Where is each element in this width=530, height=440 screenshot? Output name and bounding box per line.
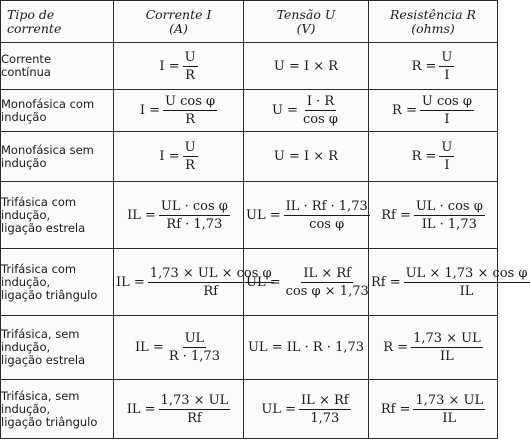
formula (392, 94, 474, 127)
fraction-numerator: U (441, 140, 453, 155)
formula-lhs: I = (159, 149, 180, 164)
fraction (301, 94, 340, 127)
table-row (1, 132, 498, 182)
fraction-numerator: UL · cos φ (160, 198, 228, 214)
formula-lhs: UL = (261, 401, 297, 417)
resistance-formula-cell (369, 249, 528, 316)
fraction (404, 266, 530, 299)
fraction-numerator: 1,73 × UL × cos φ (149, 265, 272, 281)
formula-lhs: R = (411, 58, 437, 74)
formula-text: UL = IL · R · 1,73 (247, 340, 365, 355)
fraction (411, 331, 483, 364)
fraction-numerator: U (184, 140, 196, 155)
fraction (439, 50, 454, 83)
formula (140, 94, 217, 127)
table-row (1, 249, 498, 316)
fraction-numerator: 1,73 × UL (160, 392, 229, 408)
formula-lhs: Rf = (380, 401, 411, 417)
formula (261, 393, 350, 426)
resistance-formula-cell (369, 380, 498, 439)
fraction (299, 393, 351, 426)
formula-lhs: IL = (135, 340, 164, 355)
fraction-numerator: U (441, 49, 453, 65)
fraction (159, 199, 230, 232)
current-type-cell: Trifásica, sem indução, ligação estrela (1, 316, 114, 380)
formula (246, 266, 371, 299)
fraction-denominator: I (444, 112, 450, 127)
fraction-denominator: R (185, 158, 195, 173)
fraction-numerator: U cos φ (421, 94, 472, 109)
header-voltage: Tensão U (V) (244, 1, 369, 43)
formula-lhs: UL = (246, 207, 281, 223)
table-row (1, 43, 498, 90)
formula (159, 140, 197, 173)
fraction-numerator: UL · cos φ (415, 198, 483, 214)
fraction-denominator: cos φ × 1,73 (285, 283, 369, 299)
formula-lhs: Rf = (381, 207, 411, 223)
voltage-formula-cell (244, 316, 369, 380)
current-formula-cell (114, 43, 244, 90)
fraction-numerator: I · R (306, 94, 335, 109)
formula (135, 331, 222, 364)
fraction-numerator: 1,73 × UL (415, 392, 484, 408)
table-row (1, 316, 498, 380)
current-type-cell: Monofásica com indução (1, 90, 114, 132)
voltage-formula-cell (244, 90, 369, 132)
formula-lhs: IL = (126, 401, 156, 417)
fraction-numerator: U cos φ (165, 94, 216, 109)
formula (371, 266, 530, 299)
fraction-denominator: Rf (203, 283, 219, 299)
voltage-formula-cell (244, 182, 369, 249)
fraction-numerator: U (184, 49, 196, 65)
fraction (284, 266, 371, 299)
fraction (439, 140, 454, 173)
resistance-formula-cell (369, 132, 498, 182)
fraction-denominator: Rf · 1,73 (166, 216, 223, 232)
table-body (1, 43, 528, 439)
formula (412, 50, 455, 83)
fraction-numerator: UL × 1,73 × cos φ (405, 265, 528, 281)
formula (159, 50, 197, 83)
fraction (167, 331, 222, 364)
fraction (159, 393, 231, 426)
fraction-denominator: R (185, 67, 195, 83)
fraction-denominator: I (444, 158, 450, 173)
fraction-numerator: UL (184, 331, 205, 346)
header-type: Tipo de corrente (1, 1, 114, 43)
fraction (414, 199, 485, 232)
fraction-denominator: R · 1,73 (168, 349, 220, 364)
fraction-denominator: cos φ (309, 216, 345, 232)
fraction-numerator: 1,73 × UL (413, 331, 481, 346)
current-formula-cell (114, 316, 244, 380)
formula (381, 393, 485, 426)
fraction-denominator: IL (440, 349, 454, 364)
fraction-numerator: IL · Rf · 1,73 (285, 198, 368, 214)
fraction-numerator: IL × Rf (303, 265, 351, 281)
fraction-denominator: I (444, 67, 450, 83)
formula (381, 199, 485, 232)
fraction-denominator: IL (442, 410, 457, 426)
formula-text: U = I × R (273, 58, 339, 74)
fraction-denominator: IL (459, 283, 474, 299)
resistance-formula-cell (369, 182, 498, 249)
voltage-formula-cell (244, 249, 369, 316)
current-formula-cell (114, 249, 272, 316)
table-row (1, 182, 498, 249)
formula-lhs: R = (392, 103, 417, 118)
formula (127, 393, 231, 426)
current-formula-cell (114, 90, 244, 132)
formula-lhs: I = (159, 58, 180, 74)
fraction (163, 94, 217, 127)
formula (272, 94, 340, 127)
current-formula-cell (114, 132, 244, 182)
voltage-formula-cell (244, 43, 369, 90)
resistance-formula-cell (369, 43, 498, 90)
formula-text: U = I × R (273, 149, 339, 164)
resistance-formula-cell (369, 316, 498, 380)
voltage-formula-cell (244, 380, 369, 439)
formula (412, 140, 455, 173)
formula-lhs: U = (272, 103, 298, 118)
fraction-numerator: IL × Rf (301, 392, 349, 408)
table-header-row (1, 1, 498, 43)
current-type-cell: Monofásica sem indução (1, 132, 114, 182)
header-resistance: Resistência R (ohms) (369, 1, 498, 43)
formula-lhs: IL = (127, 207, 156, 223)
formula (383, 331, 483, 364)
formula (127, 199, 230, 232)
formula-lhs: R = (383, 340, 409, 355)
fraction (183, 140, 198, 173)
fraction (413, 393, 485, 426)
table-row (1, 380, 498, 439)
formula-lhs: IL = (116, 274, 145, 290)
formula (246, 199, 370, 232)
formula-lhs: UL = (246, 274, 281, 290)
current-type-cell: Trifásica, sem indução, ligação triângulo (1, 380, 114, 439)
fraction-denominator: Rf (187, 410, 202, 426)
current-formula-cell (114, 182, 244, 249)
header-current: Corrente I (A) (114, 1, 244, 43)
fraction-denominator: 1,73 (310, 410, 340, 426)
current-type-cell: Corrente contínua (1, 43, 114, 90)
current-formula-cell (114, 380, 244, 439)
current-type-cell: Trifásica com indução, ligação estrela (1, 182, 114, 249)
voltage-formula-cell (244, 132, 369, 182)
formula-lhs: I = (139, 103, 161, 118)
fraction (420, 94, 474, 127)
fraction-denominator: IL · 1,73 (421, 216, 477, 232)
fraction-denominator: cos φ (302, 112, 338, 127)
fraction (183, 50, 198, 83)
fraction (284, 199, 370, 232)
formula-lhs: Rf = (371, 274, 401, 290)
fraction-denominator: R (185, 112, 195, 127)
formula-lhs: R = (411, 149, 437, 164)
resistance-formula-cell (369, 90, 498, 132)
current-type-cell: Trifásica com indução, ligação triângulo (1, 249, 114, 316)
table-row (1, 90, 498, 132)
